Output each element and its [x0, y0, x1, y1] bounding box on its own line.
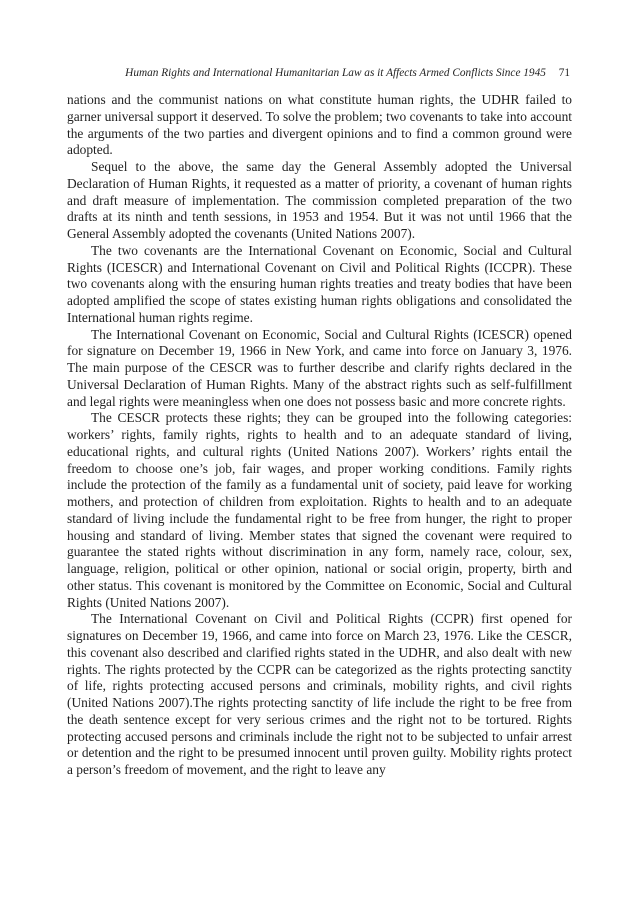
paragraph: The CESCR protects these rights; they can be grouped into the following categories: workers’ rights, family rights, rights to health and to an adequate standard of living, educational rights, and cultural rights (United Nations 2007). Workers’ rights entail the freedom to choose one’s job, fair wages, and proper working conditions. Family rights include the protection of the family as a fundamental unit of society, paid leave for working mothers, and protection of children from exploitation. Rights to health and to an adequate standard of living include the fundamental right to be free from hunger, the right to proper housing and standard of living. Member states that signed the covenant were required to guarantee the stated rights without discrimination in any form, namely race, colour, sex, language, religion, political or other opinion, national or social origin, property, birth and other status. This covenant is monitored by the Committee on Economic, Social and Cultural Rights (United Nations 2007). — [67, 410, 572, 610]
body-text — [67, 92, 572, 779]
running-head-title: Human Rights and International Humanitarian Law as it Affects Armed Conflicts Since 1945 — [125, 67, 546, 79]
paragraph: The International Covenant on Economic, Social and Cultural Rights (ICESCR) opened for signature on December 19, 1966 in New York, and came into force on January 3, 1976. The main purpose of the CESCR was to further describe and clarify rights declared in the Universal Declaration of Human Rights. Many of the abstract rights such as self-fulfillment and legal rights were meaningless when one does not possess basic and more concrete rights. — [67, 326, 572, 409]
paragraph-continuation: nations and the communist nations on what constitute human rights, the UDHR failed to garner universal support it deserved. To solve the problem; two covenants to take into account the arguments of the two parties and divergent opinions and to find a common ground were adopted. — [67, 92, 572, 158]
paragraph: Sequel to the above, the same day the General Assembly adopted the Universal Declaration of Human Rights, it requested as a matter of priority, a covenant of human rights and draft measure of implementation. The commission completed preparation of the two drafts at its ninth and tenth sessions, in 1953 and 1954. But it was not until 1966 that the General Assembly adopted the covenants (United Nations 2007). — [67, 159, 572, 241]
running-head — [120, 66, 570, 80]
paragraph: The two covenants are the International Covenant on Economic, Social and Cultural Rights (ICESCR) and International Covenant on Civil and Political Rights (ICCPR). These two covenants along with the ensuring human rights treaties and treaty bodies that have been adopted amplified the scope of states existing human rights obligations and consolidated the International human rights regime. — [67, 242, 572, 325]
paragraph: The International Covenant on Civil and Political Rights (CCPR) first opened for signatures on December 19, 1966, and came into force on March 23, 1976. Like the CESCR, this covenant also described and clarified rights stated in the UDHR, and also dealt with new rights. The rights protected by the CCPR can be categorized as the rights protecting sanctity of life, rights protecting accused persons and criminals, mobility rights, and civil rights (United Nations 2007).The rights protecting sanctity of life include the right to be free from the death sentence except for very serious crimes and the right not to be tortured. Rights protecting accused persons and criminals include the right not to be subjected to unfair arrest or detention and the right to be presumed innocent until proven guilty. Mobility rights protect a person’s freedom of movement, and the right to leave any — [67, 611, 572, 777]
page-number: 71 — [558, 67, 570, 79]
